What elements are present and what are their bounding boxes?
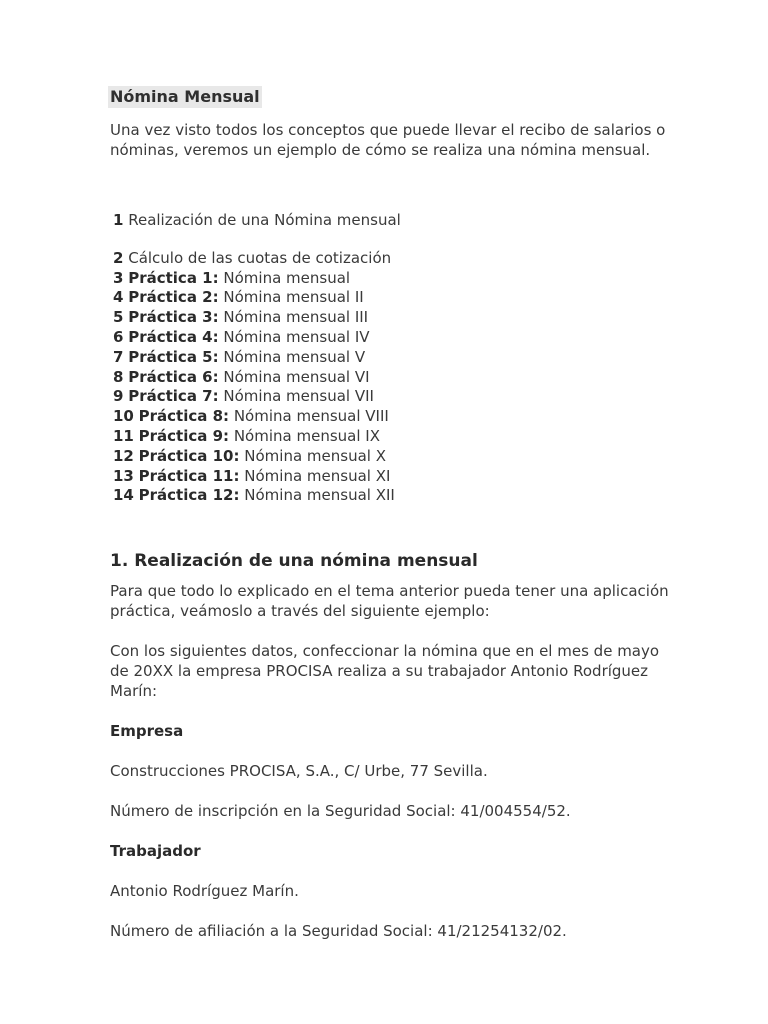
toc-item[interactable] [113,308,670,328]
trabajador-label: Trabajador [110,842,201,861]
toc-item-text: Nómina mensual VIII [233,407,389,426]
toc-item-text: Nómina mensual X [244,446,386,465]
toc-item-number: 4 [113,288,124,307]
toc-item[interactable] [113,269,670,289]
toc-item-practice: Práctica 9: [138,426,230,445]
toc-item[interactable] [113,288,670,308]
toc-item-text: Nómina mensual XII [244,486,395,505]
toc-item-number: 1 [113,211,124,229]
section-heading: 1. Realización de una nómina mensual [110,551,478,572]
toc-item[interactable] [113,249,670,269]
toc-item-practice: Práctica 12: [138,486,240,505]
toc-item-practice: Práctica 4: [128,327,219,346]
table-of-contents [110,211,670,506]
toc-item-practice: Práctica 5: [128,347,219,366]
toc-item-practice: Práctica 10: [138,446,240,465]
toc-item-text: Nómina mensual VI [223,367,370,386]
toc-item-text: Cálculo de las cuotas de cotización [128,248,392,267]
toc-item-text: Nómina mensual [223,268,351,287]
document-page [110,86,670,941]
toc-item-text: Nómina mensual II [223,288,364,307]
toc-item-practice: Práctica 2: [128,288,219,307]
empresa-name: Construcciones PROCISA, S.A., C/ Urbe, 77 Sevilla. [110,762,488,781]
toc-item-text: Realización de una Nómina mensual [128,211,401,229]
trabajador-ss-number: Número de afiliación a la Seguridad Social: 41/21254132/02. [110,922,567,941]
toc-item-number: 9 [113,387,124,406]
toc-item[interactable] [113,328,670,348]
toc-item[interactable] [113,387,670,407]
toc-item-number: 11 [113,426,134,445]
section-paragraph: Para que todo lo explicado en el tema anterior pueda tener una aplicación práctica, veámoslo a través del siguiente ejemplo: [110,582,669,621]
empresa-label: Empresa [110,722,184,741]
toc-item-number: 5 [113,308,124,327]
section-paragraph: Con los siguientes datos, confeccionar la nómina que en el mes de mayo de 20XX la empresa PROCISA realiza a su trabajador Antonio Rodríguez Marín: [110,642,660,701]
toc-item[interactable] [113,447,670,467]
toc-item-number: 10 [113,407,134,426]
toc-item-practice: Práctica 7: [128,387,219,406]
trabajador-name: Antonio Rodríguez Marín. [110,882,299,901]
toc-item[interactable] [113,486,670,506]
toc-item-text: Nómina mensual V [223,347,366,366]
toc-item-practice: Práctica 6: [128,367,219,386]
empresa-ss-number: Número de inscripción en la Seguridad Social: 41/004554/52. [110,802,571,821]
toc-item-text: Nómina mensual IX [233,426,380,445]
toc-item[interactable] [113,368,670,388]
toc-item-practice: Práctica 1: [128,268,219,287]
toc-item-practice: Práctica 8: [138,407,230,426]
toc-item-text: Nómina mensual III [223,308,369,327]
document-title: Nómina Mensual [110,87,260,106]
toc-item-practice: Práctica 3: [128,308,219,327]
toc-item-number: 3 [113,268,124,287]
toc-item-number: 7 [113,347,124,366]
toc-item-number: 12 [113,446,134,465]
intro-paragraph: Una vez visto todos los conceptos que puede llevar el recibo de salarios o nóminas, veremos un ejemplo de cómo se realiza una nómina mensual. [110,121,666,159]
toc-item-practice: Práctica 11: [138,466,240,485]
toc-item[interactable] [113,348,670,368]
toc-item-text: Nómina mensual XI [244,466,391,485]
toc-item-number: 2 [113,248,124,267]
toc-item-text: Nómina mensual IV [223,327,370,346]
toc-item-number: 14 [113,486,134,505]
toc-item[interactable] [113,211,670,231]
toc-item[interactable] [113,467,670,487]
toc-item[interactable] [113,427,670,447]
toc-item-number: 13 [113,466,134,485]
toc-item-number: 6 [113,327,124,346]
toc-item-number: 8 [113,367,124,386]
toc-item-text: Nómina mensual VII [223,387,374,406]
toc-item[interactable] [113,407,670,427]
